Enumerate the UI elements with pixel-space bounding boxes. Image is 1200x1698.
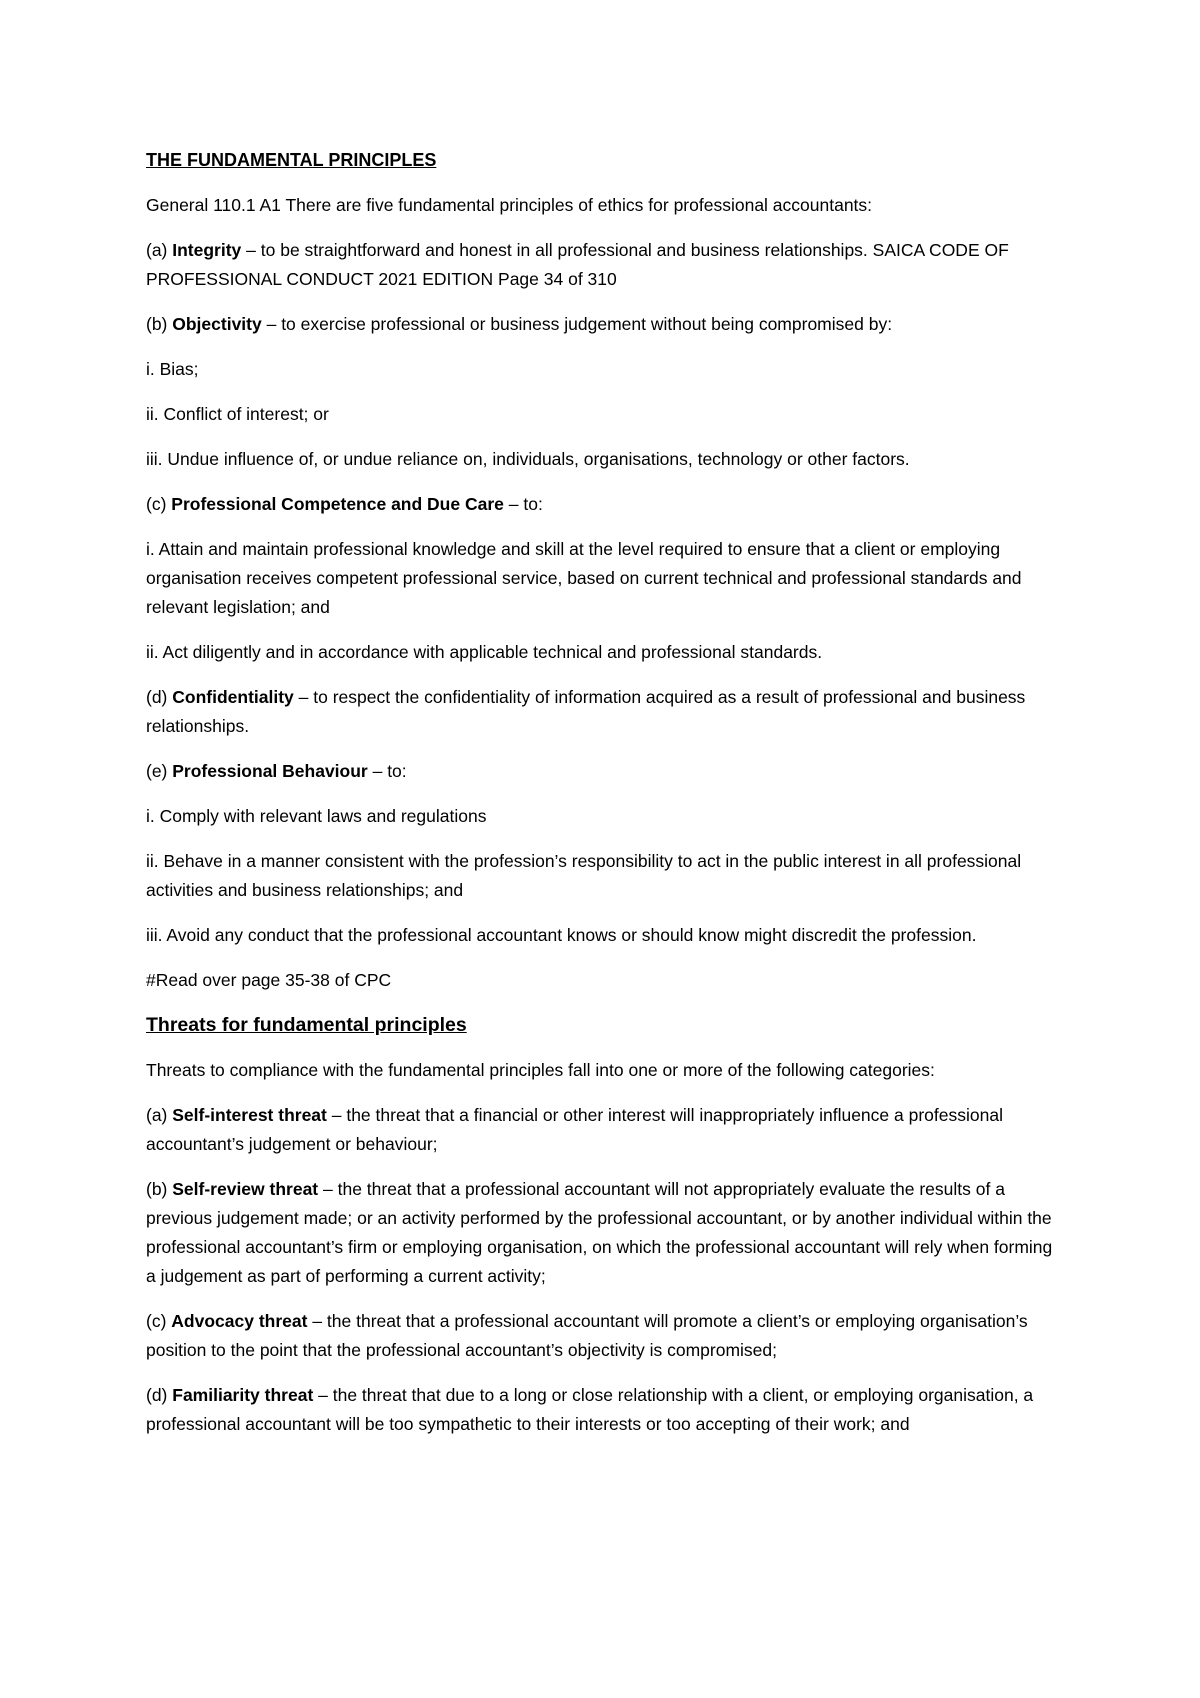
competence-item: ii. Act diligently and in accordance with applicable technical and professional standards. — [146, 642, 823, 662]
threat-familiarity — [146, 1381, 1066, 1439]
threat-text: – the threat that a professional accountant will not appropriately evaluate the results of a previous judgement made; or an activity performed by the professional accountant, or by another individual within the professional accountant’s firm or employing organisation, on which the professional accountant will rely when forming a judgement as part of performing a current activity; — [146, 1179, 1053, 1286]
principle-competence — [146, 490, 1066, 519]
objectivity-item: i. Bias; — [146, 359, 199, 379]
competence-item: i. Attain and maintain professional knowledge and skill at the level required to ensure that a client or employing organisation receives competent professional service, based on current technical and professional standards and relevant legislation; and — [146, 539, 1022, 617]
threat-text: – the threat that due to a long or close relationship with a client, or employing organisation, a professional accountant will be too sympathetic to their interests or too accepting of their work; and — [146, 1385, 1034, 1434]
item-prefix: (d) — [146, 1385, 173, 1405]
threat-text: – the threat that a professional accountant will promote a client’s or employing organisation’s position to the point that the professional accountant’s objectivity is compromised; — [146, 1311, 1028, 1360]
principle-term: Professional Behaviour — [172, 761, 368, 781]
item-prefix: (e) — [146, 761, 173, 781]
principle-objectivity — [146, 310, 1066, 339]
principle-text: – to respect the confidentiality of information acquired as a result of professional and business relationships. — [146, 687, 1026, 736]
behaviour-item: ii. Behave in a manner consistent with the profession’s responsibility to act in the public interest in all professional activities and business relationships; and — [146, 851, 1022, 900]
threat-term: Advocacy threat — [171, 1311, 308, 1331]
principle-term: Integrity — [172, 240, 242, 260]
principle-text: – to: — [503, 494, 543, 514]
item-prefix: (b) — [146, 314, 173, 334]
item-prefix: (a) — [146, 1105, 173, 1125]
item-prefix: (c) — [146, 494, 172, 514]
threat-term: Self-interest threat — [172, 1105, 327, 1125]
threat-self-interest — [146, 1101, 1066, 1159]
document-body — [146, 146, 1066, 1455]
item-prefix: (c) — [146, 1311, 172, 1331]
principle-term: Confidentiality — [172, 687, 294, 707]
section-heading-threats: Threats for fundamental principles — [146, 1014, 467, 1036]
principle-integrity — [146, 236, 1066, 294]
intro-paragraph: General 110.1 A1 There are five fundamental principles of ethics for professional accountants: — [146, 195, 873, 215]
item-prefix: (d) — [146, 687, 173, 707]
threat-text: – the threat that a financial or other interest will inappropriately influence a professional accountant’s judgement or behaviour; — [146, 1105, 1003, 1154]
item-prefix: (b) — [146, 1179, 173, 1199]
principle-text: – to: — [367, 761, 407, 781]
principle-term: Professional Competence and Due Care — [171, 494, 504, 514]
threat-term: Self-review threat — [172, 1179, 319, 1199]
read-note: #Read over page 35-38 of CPC — [146, 970, 392, 990]
principle-behaviour — [146, 757, 1066, 786]
behaviour-item: i. Comply with relevant laws and regulations — [146, 806, 487, 826]
behaviour-item: iii. Avoid any conduct that the professional accountant knows or should know might discredit the profession. — [146, 925, 977, 945]
objectivity-item: ii. Conflict of interest; or — [146, 404, 329, 424]
threats-intro: Threats to compliance with the fundamental principles fall into one or more of the following categories: — [146, 1060, 935, 1080]
threat-self-review — [146, 1175, 1066, 1291]
section-heading-fundamental-principles: THE FUNDAMENTAL PRINCIPLES — [146, 150, 437, 170]
principle-text: – to exercise professional or business judgement without being compromised by: — [261, 314, 893, 334]
item-prefix: (a) — [146, 240, 173, 260]
principle-text: – to be straightforward and honest in all professional and business relationships. SAICA CODE OF PROFESSIONAL CONDUCT 2021 EDITION Page 34 of 310 — [146, 240, 1009, 289]
principle-confidentiality — [146, 683, 1066, 741]
threat-term: Familiarity threat — [172, 1385, 314, 1405]
threat-advocacy — [146, 1307, 1066, 1365]
objectivity-item: iii. Undue influence of, or undue reliance on, individuals, organisations, technology or other factors. — [146, 449, 910, 469]
principle-term: Objectivity — [172, 314, 262, 334]
